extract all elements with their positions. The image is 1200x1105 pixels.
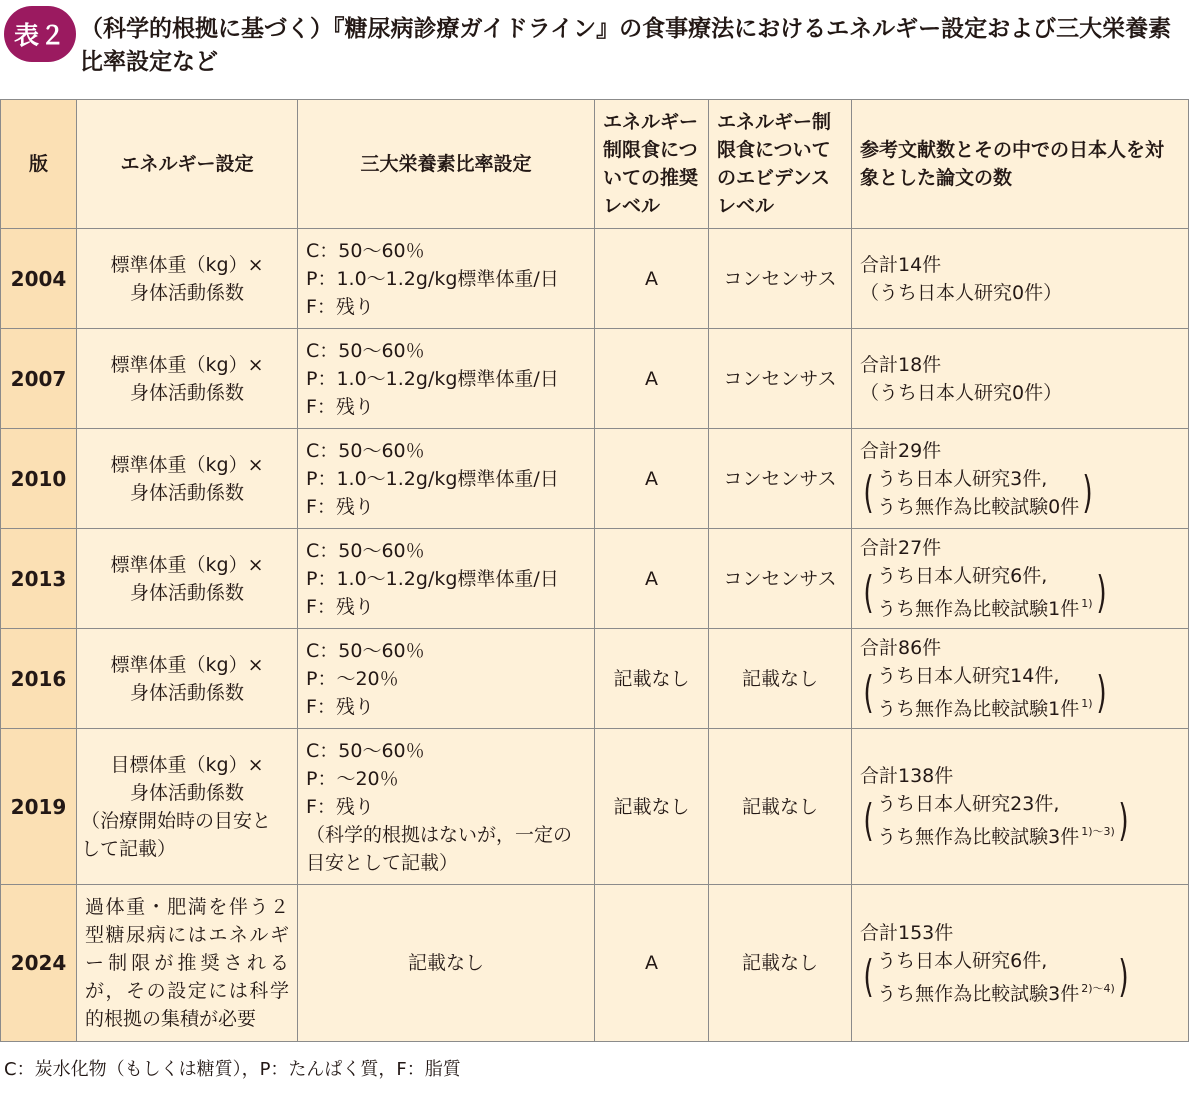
cell-energy: 標準体重（kg）× 身体活動係数	[77, 229, 298, 329]
table-title: （科学的根拠に基づく）『糖尿病診療ガイドライン』の食事療法におけるエネルギー設定および三大栄養素比率設定など	[80, 16, 1172, 75]
cell-macro: C：50〜60％ P：1.0〜1.2g/kg標準体重/日 F：残り	[298, 429, 595, 529]
refs-total: 合計138件	[860, 765, 954, 787]
cell-year: 2010	[1, 429, 77, 529]
cell-energy: 標準体重（kg）× 身体活動係数	[77, 429, 298, 529]
cell-references	[852, 629, 1189, 729]
cell-year: 2019	[1, 729, 77, 885]
refs-breakdown: ( うち日本人研究6件, うち無作為比較試験3件 $^{2)〜4)}$ )	[863, 949, 1129, 1005]
cell-references	[852, 885, 1189, 1042]
cell-references	[852, 729, 1189, 885]
table-row	[1, 729, 1189, 885]
refs-breakdown: ( うち日本人研究3件, うち無作為比較試験0件 )	[863, 466, 1094, 518]
refs-total: 合計153件	[860, 921, 954, 944]
table-body	[1, 229, 1189, 1042]
cell-energy: 標準体重（kg）× 身体活動係数	[77, 529, 298, 629]
cell-macro: C：50〜60％ P：1.0〜1.2g/kg標準体重/日 F：残り	[298, 329, 595, 429]
footnote: C：炭水化物（もしくは糖質），P：たんぱく質，F：脂質	[4, 1059, 461, 1080]
cell-evidence: 記載なし	[709, 629, 852, 729]
footnote-reference: 1)	[1081, 597, 1093, 610]
cell-references	[852, 529, 1189, 629]
cell-references	[852, 329, 1189, 429]
cell-recommend: 記載なし	[595, 629, 709, 729]
table-row	[1, 329, 1189, 429]
cell-evidence: コンセンサス	[709, 529, 852, 629]
refs-breakdown: ( うち日本人研究6件, うち無作為比較試験1件 $^{1)}$ )	[863, 565, 1107, 620]
cell-year: 2004	[1, 229, 77, 329]
cell-energy: 過体重・肥満を伴う２ 型糖尿病にはエネルギ ー制限が推奨される が，その設定には科学 的根拠の集積が必要	[77, 885, 298, 1042]
table-row	[1, 885, 1189, 1042]
header-row	[1, 100, 1189, 229]
col-header-refs: 参考文献数とその中での日本人を対 象とした論文の数	[852, 100, 1189, 229]
col-header-recommend: エネルギー 制限食につ いての推奨 レベル	[595, 100, 709, 229]
refs-breakdown: ( うち日本人研究23件, うち無作為比較試験3件 $^{1)〜3)}$ )	[863, 793, 1129, 848]
cell-evidence: 記載なし	[709, 729, 852, 885]
refs-total: 合計14件	[860, 253, 942, 276]
table-row	[1, 529, 1189, 629]
cell-macro: C：50〜60％ P：〜20％ F：残り	[298, 629, 595, 729]
refs-detail: （うち日本人研究0件）	[860, 281, 1063, 304]
cell-recommend: A	[595, 429, 709, 529]
table-header-area	[0, 0, 1200, 98]
cell-year: 2024	[1, 885, 77, 1042]
footnote-reference: 1)〜3)	[1081, 825, 1115, 838]
col-header-evidence: エネルギー制 限食について のエビデンス レベル	[709, 100, 852, 229]
col-header-energy: エネルギー設定	[77, 100, 298, 229]
cell-evidence: コンセンサス	[709, 229, 852, 329]
cell-year: 2007	[1, 329, 77, 429]
cell-year: 2013	[1, 529, 77, 629]
cell-references	[852, 229, 1189, 329]
cell-energy: 標準体重（kg）× 身体活動係数	[77, 329, 298, 429]
cell-evidence: コンセンサス	[709, 329, 852, 429]
refs-total: 合計29件	[860, 439, 942, 462]
cell-recommend: 記載なし	[595, 729, 709, 885]
cell-recommend: A	[595, 229, 709, 329]
refs-breakdown: ( うち日本人研究14件, うち無作為比較試験1件 $^{1)}$ )	[863, 665, 1107, 720]
cell-macro: 記載なし	[298, 885, 595, 1042]
cell-year: 2016	[1, 629, 77, 729]
footnote-reference: 2)〜4)	[1081, 981, 1115, 995]
cell-evidence: 記載なし	[709, 885, 852, 1042]
cell-macro: C：50〜60％ P：1.0〜1.2g/kg標準体重/日 F：残り	[298, 229, 595, 329]
table-number-badge: 表２	[4, 6, 76, 62]
table-row	[1, 629, 1189, 729]
refs-total: 合計27件	[860, 537, 942, 559]
col-header-edition: 版	[1, 100, 77, 229]
cell-recommend: A	[595, 329, 709, 429]
table-row	[1, 229, 1189, 329]
table-row	[1, 429, 1189, 529]
refs-total: 合計18件	[860, 353, 942, 376]
cell-references	[852, 429, 1189, 529]
col-header-macro: 三大栄養素比率設定	[298, 100, 595, 229]
cell-energy: 標準体重（kg）× 身体活動係数	[77, 629, 298, 729]
cell-energy: 目標体重（kg）× 身体活動係数 （治療開始時の目安と して記載）	[77, 729, 298, 885]
cell-recommend: A	[595, 529, 709, 629]
cell-macro: C：50〜60％ P：〜20％ F：残り （科学的根拠はないが，一定の 目安として記載）	[298, 729, 595, 885]
guideline-table	[0, 99, 1189, 1042]
refs-detail: （うち日本人研究0件）	[860, 381, 1063, 404]
cell-evidence: コンセンサス	[709, 429, 852, 529]
refs-total: 合計86件	[860, 637, 942, 659]
cell-macro: C：50〜60％ P：1.0〜1.2g/kg標準体重/日 F：残り	[298, 529, 595, 629]
footnote-reference: 1)	[1081, 697, 1093, 710]
cell-recommend: A	[595, 885, 709, 1042]
